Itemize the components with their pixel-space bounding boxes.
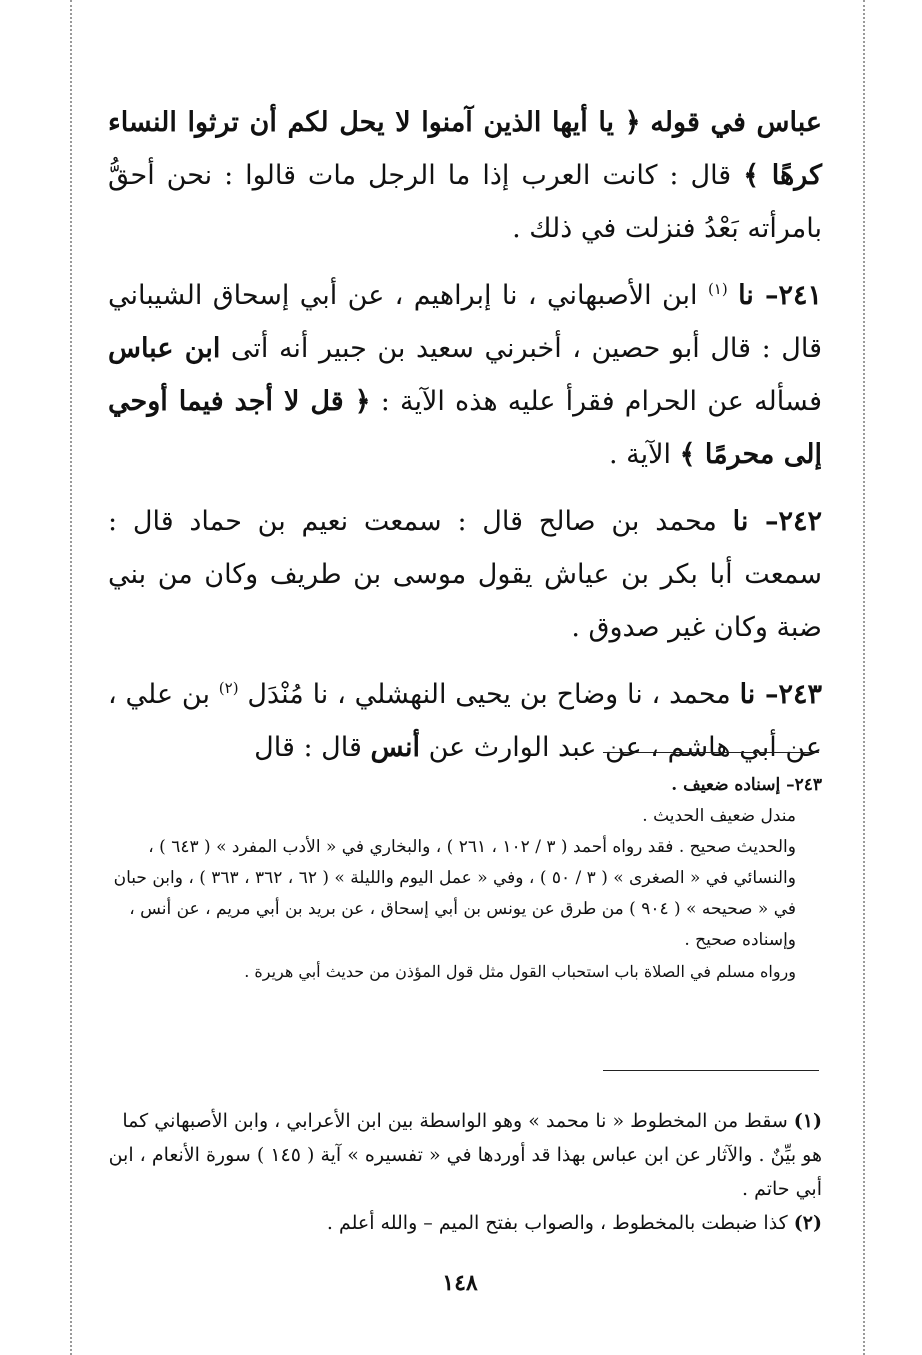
hadith-number-242: ٢٤٢– نا: [732, 506, 822, 537]
footnote-1: [108, 1104, 822, 1206]
footnote-ref-1: (١): [707, 280, 728, 298]
note-line-1: مندل ضعيف الحديث .: [642, 806, 796, 826]
main-text: [108, 96, 822, 788]
paragraph-242: [108, 495, 822, 654]
p2-quran-verse: ﴿ قل لا أجد فيما أوحي إلى محرمًا ﴾: [108, 386, 822, 470]
hadith-number-241: ٢٤١– نا: [738, 280, 822, 311]
note-line-last: ورواه مسلم في الصلاة باب استحباب القول مثل قول المؤذن من حديث أبي هريرة .: [244, 962, 796, 981]
p1-intro: عباس في قوله: [650, 107, 822, 138]
p2-text-2: فسأله عن الحرام فقرأ عليه هذه الآية :: [380, 386, 822, 417]
hadith-number-243: ٢٤٣– نا: [739, 679, 822, 710]
footnote-2: [108, 1206, 822, 1240]
right-margin-rule: [863, 0, 865, 1355]
p4-text-3: قال : قال: [254, 732, 362, 763]
commentary-notes: [108, 770, 822, 987]
footnote-ref-2: (٢): [218, 679, 239, 697]
footnotes-separator: [603, 1070, 819, 1071]
notes-heading: ٢٤٣– إسناده ضعيف .: [671, 775, 822, 795]
p1-quran-verse: ﴿ يا أيها الذين آمنوا لا يحل لكم أن ترثوا النساء كرهًا ﴾: [108, 107, 822, 191]
footnote-1-text: سقط من المخطوط « نا محمد » وهو الواسطة بين ابن الأعرابي ، وابن الأصبهاني كما هو بيِّنٌ . والآثار عن ابن عباس بهذا قد أوردها في « تفسيره » آية ( ١٤٥ ) سورة الأنعام ، ابن أبي حاتم .: [108, 1110, 822, 1200]
paragraph-1: [108, 96, 822, 255]
page-number: ١٤٨: [442, 1270, 478, 1296]
p4-text-1: محمد ، نا وضاح بن يحيى النهشلي ، نا مُنْدَل: [247, 679, 731, 710]
footnote-2-text: كذا ضبطت بالمخطوط ، والصواب بفتح الميم – والله أعلم .: [326, 1212, 788, 1234]
p2-text-1: ابن الأصبهاني ، نا إبراهيم ، عن أبي إسحاق الشيباني قال : قال أبو حصين ، أخبرني سعيد بن جبير أنه أتى: [108, 280, 822, 364]
paragraph-241: [108, 269, 822, 481]
p4-text-2: بن علي ، عن أبي هاشم ، عن عبد الوارث عن: [108, 679, 822, 763]
p2-name: ابن عباس: [108, 333, 221, 364]
footnote-2-label: (٢): [793, 1212, 822, 1234]
p3-text: محمد بن صالح قال : سمعت نعيم بن حماد قال : سمعت أبا بكر بن عياش يقول موسى بن طريف وكان من بني ضبة وكان غير صدوق .: [108, 506, 822, 643]
note-line-2: والحديث صحيح . فقد رواه أحمد ( ٣ / ١٠٢ ، ٢٦١ ) ، والبخاري في « الأدب المفرد » ( ٦٤٣ ) ، والنسائي في « الصغرى » ( ٣ / ٥٠ ) ، وفي « عمل اليوم والليلة » ( ٦٢ ، ٣٦٢ ، ٣٦٣ ) ، وابن حبان في « صحيحه » ( ٩٠٤ ) من طرق عن يونس بن أبي إسحاق ، عن بريد بن أبي مريم ، عن أنس ، وإسناده صحيح .: [113, 837, 796, 950]
p4-name: أنس: [370, 732, 420, 763]
notes-separator: [603, 752, 819, 753]
left-margin-rule: [70, 0, 72, 1355]
p1-text: قال : كانت العرب إذا ما الرجل مات قالوا : نحن أحقُّ بامرأته بَعْدُ فنزلت في ذلك .: [108, 160, 822, 244]
footnote-1-label: (١): [793, 1110, 822, 1132]
p2-text-3: الآية .: [609, 439, 672, 470]
footnotes: [108, 1104, 822, 1240]
paragraph-243: [108, 668, 822, 774]
